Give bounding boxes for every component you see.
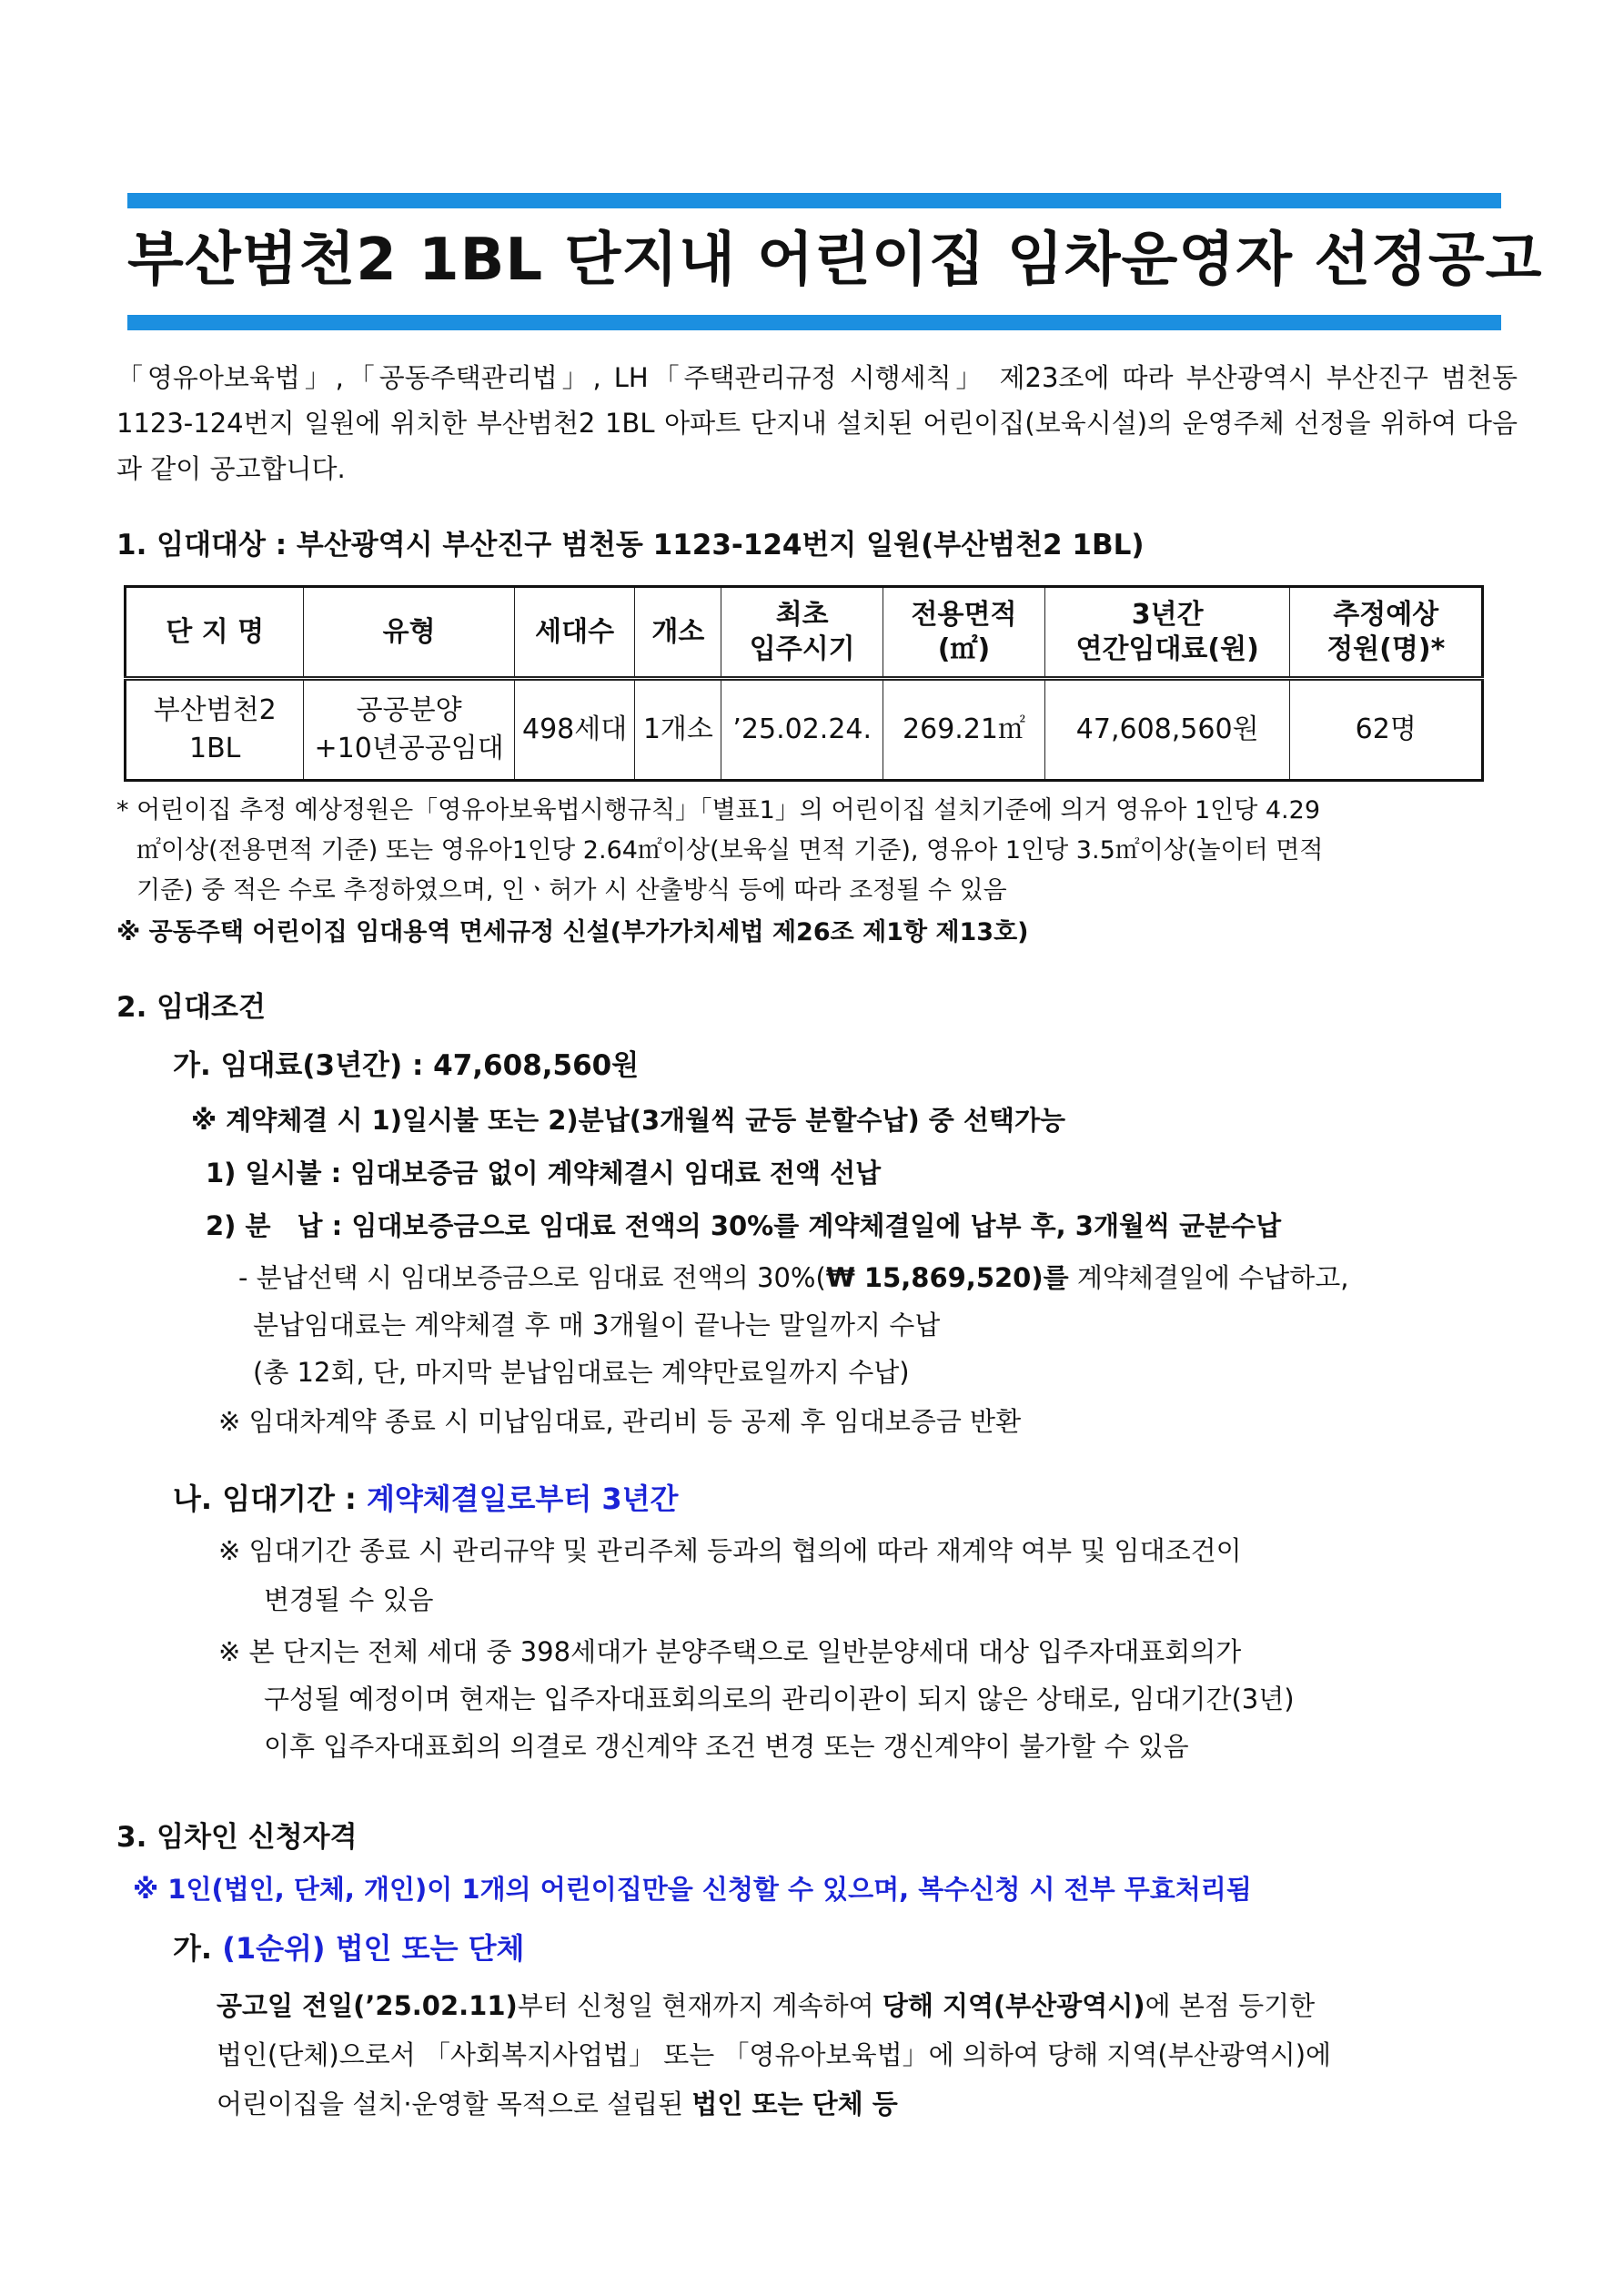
table-header-cell: 3년간 연간임대료(원): [1044, 587, 1290, 679]
payment-option-note: ※ 계약체결 시 1)일시불 또는 2)분납(3개월씩 균등 분할수납) 중 선택가능: [191, 1105, 1065, 1136]
rent-amount: 가. 임대료(3년간) : 47,608,560원: [173, 1049, 640, 1082]
intro-paragraph: 「영유아보육법」,「공동주택관리법」, LH「주택관리규정 시행세칙」 제23조에 따라 부산광역시 부산진구 범천동 1123-124번지 일원에 위치한 부산범천2 1BL 아파트 단지내 설치된 어린이집(보육시설)의 운영주체 선정을 위하여 다음과 같이 공고합니다.: [116, 362, 1518, 484]
deposit-refund-note: ※ 임대차계약 종료 시 미납임대료, 관리비 등 공제 후 임대보증금 반환: [218, 1406, 1022, 1437]
lease-period-note-1b: 변경될 수 있음: [264, 1584, 434, 1615]
table-header-cell: 전용면적 (㎡): [883, 587, 1045, 679]
section2-heading: 2. 임대조건: [116, 991, 266, 1024]
lease-period-note-2c: 이후 입주자대표회의 의결로 갱신계약 조건 변경 또는 갱신계약이 불가할 수 있음: [264, 1731, 1189, 1762]
first-priority-title: (1순위) 법인 또는 단체: [222, 1931, 525, 1966]
installment-detail: [238, 1255, 1348, 1300]
title-bottom-bar: [127, 315, 1501, 330]
table-cell: 62명: [1290, 679, 1483, 781]
installment-option: 2) 분 납 : 임대보증금으로 임대료 전액의 30%를 계약체결일에 납부 후, 3개월씩 균분수납: [206, 1210, 1282, 1241]
installment-detail-2: 분납임대료는 계약체결 후 매 3개월이 끝나는 말일까지 수납: [253, 1310, 941, 1340]
installment-detail-3: (총 12회, 단, 마지막 분납임대료는 계약만료일까지 수납): [253, 1357, 910, 1388]
eligibility-line-3: [217, 2081, 898, 2127]
first-priority-heading: [173, 1926, 524, 1971]
lease-period-value: 계약체결일로부터 3년간: [366, 1482, 679, 1516]
lease-period-label: 나. 임대기간 :: [173, 1482, 367, 1516]
page-title: 부산범천2 1BL 단지내 어린이집 임차운영자 선정공고: [127, 227, 1543, 294]
table-header-cell: 최초 입주시기: [721, 587, 883, 679]
tax-exemption-note: ※ 공동주택 어린이집 임대용역 면세규정 신설(부가가치세법 제26조 제1항 제13호): [116, 918, 1029, 946]
table-header-cell: 유형: [304, 587, 514, 679]
lump-sum-option: 1) 일시불 : 임대보증금 없이 계약체결시 임대료 전액 선납: [206, 1158, 882, 1188]
deposit-amount: ₩ 15,869,520)를: [825, 1262, 1069, 1293]
lease-period-note-1a: ※ 임대기간 종료 시 관리규약 및 관리주체 등과의 협의에 따라 재계약 여부 및 임대조건이: [218, 1535, 1242, 1566]
table-cell: 공공분양 +10년공공임대: [304, 679, 514, 781]
eligibility-line-1: [217, 1983, 1315, 2028]
lease-period-note-2b: 구성될 예정이며 현재는 입주자대표회의로의 관리이관이 되지 않은 상태로, 임대기간(3년): [264, 1684, 1295, 1714]
section3-heading: 3. 임차인 신청자격: [116, 1821, 358, 1854]
table-header-cell: 개소: [635, 587, 721, 679]
table-cell: 498세대: [514, 679, 635, 781]
eligibility-purpose: 어린이집을 설치·운영할 목적으로 설립된: [217, 2089, 692, 2119]
capacity-note-line: * 어린이집 추정 예상정원은「영유아보육법시행규칙」「별표1」의 어린이집 설치기준에 의거 영유아 1인당 4.29: [116, 796, 1320, 824]
eligibility-text: 부터 신청일 현재까지 계속하여: [517, 1990, 883, 2021]
lease-target-table: [124, 585, 1484, 782]
section1-heading: 1. 임대대상 : 부산광역시 부산진구 범천동 1123-124번지 일원(부산범천2 1BL): [116, 529, 1145, 561]
eligibility-region: 당해 지역(부산광역시): [882, 1990, 1145, 2021]
installment-detail-c: 계약체결일에 수납하고,: [1068, 1262, 1349, 1293]
table-row: [126, 679, 1483, 781]
capacity-note-line: ㎡이상(전용면적 기준) 또는 영유아1인당 2.64㎡이상(보육실 면적 기준), 영유아 1인당 3.5㎡이상(놀이터 면적: [136, 836, 1324, 865]
title-top-bar: [127, 193, 1501, 208]
table-cell: ’25.02.24.: [721, 679, 883, 781]
single-application-notice: ※ 1인(법인, 단체, 개인)이 1개의 어린이집만을 신청할 수 있으며, 복수신청 시 전부 무효처리됨: [133, 1874, 1252, 1905]
eligibility-line-2: 법인(단체)으로서 「사회복지사업법」 또는 「영유아보육법」에 의하여 당해 지역(부산광역시)에: [217, 2039, 1332, 2070]
table-cell: 269.21㎡: [883, 679, 1045, 781]
lease-period-note-2a: ※ 본 단지는 전체 세대 중 398세대가 분양주택으로 일반분양세대 대상 입주자대표회의가: [218, 1636, 1242, 1667]
eligibility-date: 공고일 전일(’25.02.11): [217, 1990, 518, 2021]
table-header-cell: 추정예상 정원(명)*: [1290, 587, 1483, 679]
table-cell: 부산범천2 1BL: [126, 679, 304, 781]
table-header-row: [126, 587, 1483, 679]
table-header-cell: 세대수: [514, 587, 635, 679]
eligibility-entity: 법인 또는 단체 등: [691, 2089, 898, 2119]
table-header-cell: 단 지 명: [126, 587, 304, 679]
lease-period: [173, 1476, 678, 1522]
eligibility-text-2: 에 본점 등기한: [1145, 1990, 1316, 2021]
table-cell: 47,608,560원: [1044, 679, 1290, 781]
first-priority-prefix: 가.: [173, 1931, 223, 1966]
installment-detail-a: - 분납선택 시 임대보증금으로 임대료 전액의 30%(: [238, 1262, 826, 1293]
capacity-note-line: 기준) 중 적은 수로 추정하였으며, 인ㆍ허가 시 산출방식 등에 따라 조정될 수 있음: [136, 876, 1007, 905]
table-cell: 1개소: [635, 679, 721, 781]
